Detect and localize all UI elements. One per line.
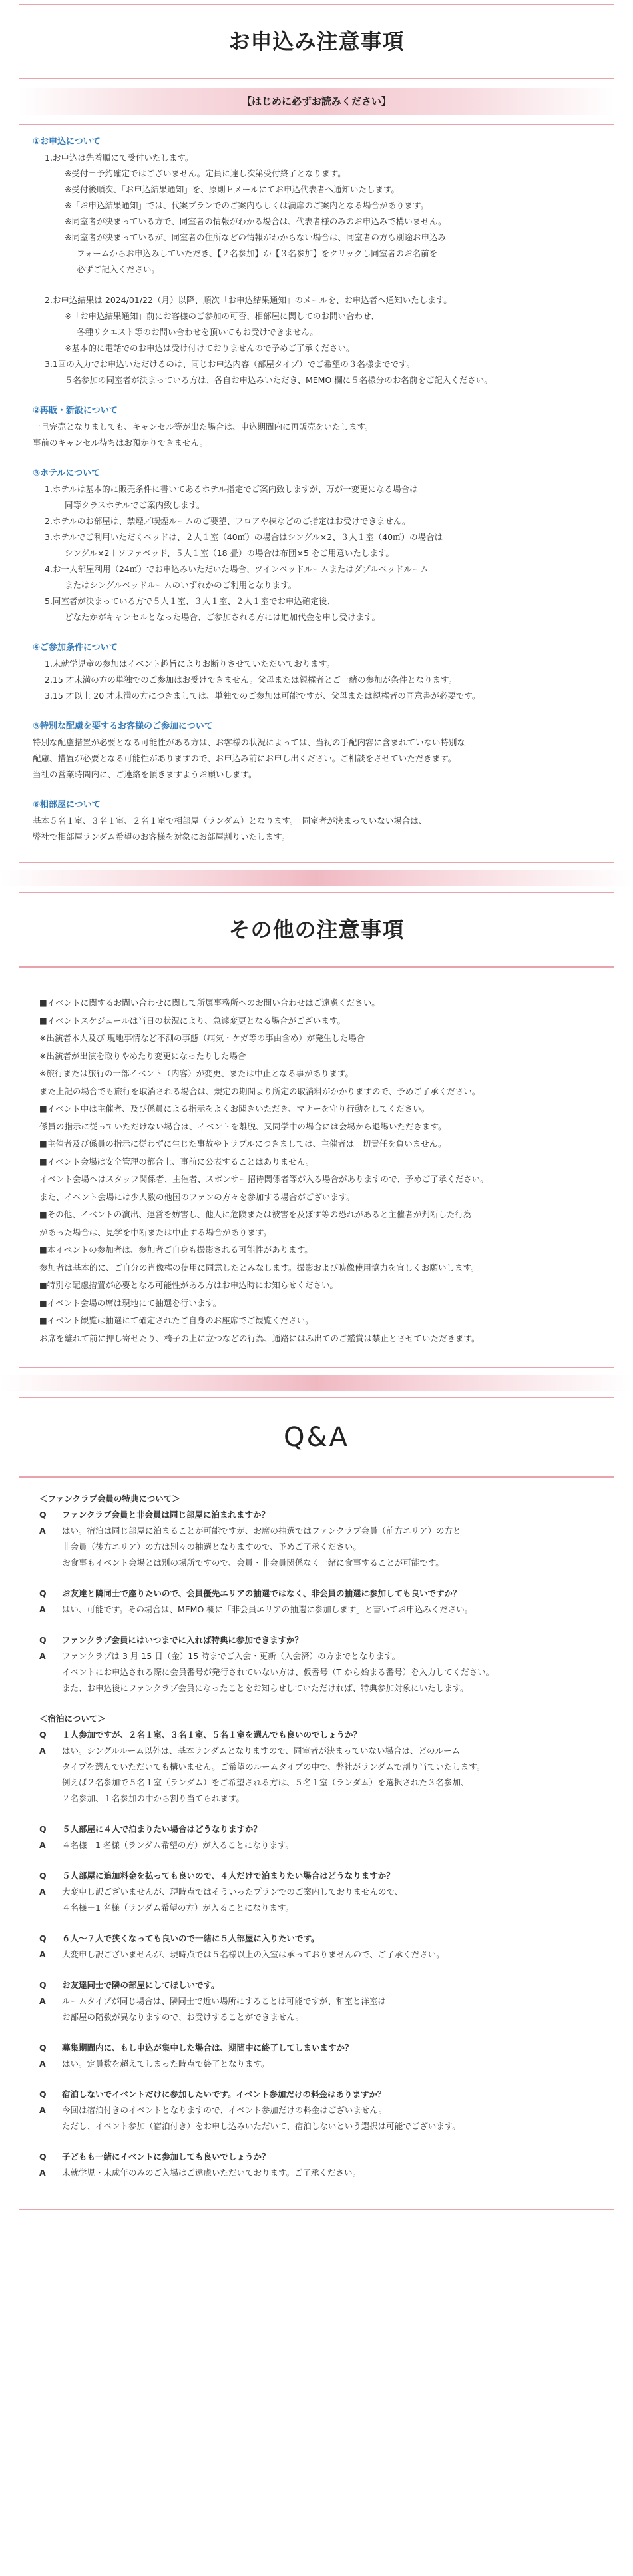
question-row [39,1727,594,1743]
notice-section [33,719,600,783]
answer-line: 例えば２名参加で５名１室（ランダム）をご希望される方は、５名１室（ランダム）を選択された３名参加、 [62,1777,469,1787]
answer-row [39,1648,594,1696]
note-line: 係員の指示に従っていただけない場合は、イベントを離脱、又同学中の場合には会場から退場いただきます。 [39,1121,447,1131]
answer-text [62,1837,594,1853]
note-line: お席を離れて前に押し寄せたり、椅子の上に立つなどの行為、通路にはみ出てのご鑑賞は禁止とさせていただきます。 [39,1333,480,1343]
section-heading: ③ホテルについて [33,468,101,478]
other-title: その他の注意事項 [19,892,614,967]
note-line: ■イベントスケジュールは当日の状況により、急遽変更となる場合がございます。 [39,1015,345,1026]
answer-line: はい。定員数を超えてしまった時点で終了となります。 [62,2059,270,2069]
answer-text [62,1947,594,1963]
qa-item [39,1977,594,2025]
answer-text [62,2165,594,2181]
question-mark: Q [39,1871,47,1881]
answer-mark: A [39,1651,46,1661]
notice-section [33,640,600,704]
note-line: ■イベント会場の席は現地にて抽選を行います。 [39,1297,222,1308]
section-line: ※「お申込結果通知」前にお客様のご参加の可否、相部屋に関してのお問い合わせ、 [65,311,379,321]
answer-text [62,2102,594,2134]
section-line: ※受付＝予約確定ではございません。定員に達し次第受付終了となります。 [65,168,346,178]
question-mark: Q [39,1510,47,1520]
answer-line: はい。シングルルーム以外は、基本ランダムとなりますので、同室者が決まっていない場合は、どのルーム [62,1746,461,1756]
section-line: シングル×2＋ソファベッド、５人１室（18 畳）の場合は布団×5 をご用意いたします。 [65,548,394,558]
answer-row [39,1993,594,2025]
answer-line: お部屋の階数が異なりますので、お受けすることができません。 [62,2012,304,2022]
section-line: 2.ホテルのお部屋は、禁煙／喫煙ルームのご要望、フロアや棟などのご指定はお受けできません。 [45,516,411,526]
divider-bar [0,1375,633,1391]
question-text: ５人部屋に４人で泊まりたい場合はどうなりますか？ [62,1824,262,1834]
note-line: ■特別な配慮措置が必要となる可能性がある方はお申込時にお知らせください。 [39,1280,338,1290]
question-mark: Q [39,1588,47,1598]
question-row [39,1868,594,1884]
note-line: また上記の場合でも旅行を取消される場合は、規定の期間より所定の取消料がかかりますので、予めご了承ください。 [39,1086,481,1096]
note-line: また、イベント会場には少人数の他国のファンの方々を参加する場合がございます。 [39,1191,355,1202]
question-row [39,2149,594,2165]
section-line: 同等クラスホテルでご案内致します。 [65,500,205,510]
note-line: イベント会場へはスタッフ関係者、主催者、スポンサー招待関係者等が入る場合がありますので、予めご了承ください。 [39,1174,489,1184]
section-line: どなたかがキャンセルとなった場合、ご参加される方には追加代金を申し受けます。 [65,612,381,622]
answer-line: タイプを選んでいただいても構いません。ご希望のルームタイプの中で、弊社がランダムで割り当ていたします。 [62,1762,485,1771]
answer-line: ２名参加、１名参加の中から割り当てられます。 [62,1793,245,1803]
answer-row [39,1743,594,1807]
section-line: 1.未就学児童の参加はイベント趣旨によりお断りさせていただいております。 [45,659,335,669]
question-text: 子どもも一緒にイベントに参加しても良いでしょうか？ [62,2152,270,2162]
answer-mark: A [39,1949,46,1959]
answer-line: 大変申し訳ございませんが、現時点ではそういったプランでのご案内しておりませんので、 [62,1887,403,1897]
section-line: またはシングルベッドルームのいずれかのご利用となります。 [65,580,297,590]
qa-item [39,2040,594,2072]
answer-mark: A [39,2105,46,2115]
answer-line: はい、可能です。その場合は、MEMO 欄に「非会員エリアの抽選に参加します」と書いてお申込みください。 [62,1604,473,1614]
other-content [19,967,614,1368]
section-line: 3.ホテルでご利用いただくベッドは、２人１室（40㎡）の場合はシングル×2、３人１室（40㎡）の場合は [45,532,443,542]
qa-title: Q&A [19,1397,614,1477]
qa-item [39,2087,594,2134]
answer-line: お食事もイベント会場とは別の場所ですので、会員・非会員関係なく一緒に食事することが可能です。 [62,1558,444,1568]
spacer [33,278,600,292]
question-mark: Q [39,1933,47,1943]
section-heading: ①お申込について [33,137,101,147]
answer-row [39,2165,594,2181]
note-line: ■その他、イベントの演出、運営を妨害し、他人に危険または被害を及ぼす等の恐れがあると主催者が判断した行為 [39,1209,472,1219]
question-mark: Q [39,1730,47,1740]
section-line: 3.1回の入力でお申込いただけるのは、同じお申込内容（部屋タイプ）でご希望の３名様までです。 [45,359,415,369]
section-line: 弊社で相部屋ランダム希望のお客様を対象にお部屋割りいたします。 [33,832,290,842]
question-mark: Q [39,1980,47,1990]
section-line: 3.15 才以上 20 才未満の方につきましては、単独でのご参加は可能ですが、父母または親権者の同意書が必要です。 [45,691,481,701]
answer-mark: A [39,1604,46,1614]
section-line: ※基本的に電話でのお申込は受け付けておりませんので予めご了承ください。 [65,343,355,353]
question-mark: Q [39,2089,47,2099]
section-line: 基本５名１室、３名１室、２名１室で相部屋（ランダム）となります。 同室者が決まっていない場合は、 [33,816,427,826]
qa-item [39,1821,594,1853]
answer-row [39,1947,594,1963]
question-text: 募集期間内に、もし申込が集中した場合は、期間中に終了してしまいますか？ [62,2043,353,2053]
section-line: 各種リクエスト等のお問い合わせを頂いてもお受けできません。 [77,327,318,337]
answer-text [62,1993,594,2025]
answer-row [39,2056,594,2072]
notice-banner: 【はじめに必ずお読みください】 [19,88,614,115]
question-row [39,1977,594,1993]
note-line: があった場合は、見学を中断または中止する場合があります。 [39,1227,272,1237]
question-row [39,1507,594,1523]
answer-text [62,1884,594,1916]
answer-row [39,1884,594,1916]
section-line: 5.同室者が決まっている方で５人１室、３人１室、２人１室でお申込確定後、 [45,596,335,606]
answer-row [39,1523,594,1571]
answer-line: 未就学児・未成年のみのご入場はご遠慮いただいております。ご了承ください。 [62,2168,361,2178]
answer-mark: A [39,1526,46,1536]
qa-category: ＜ファンクラブ会員の特典について＞ [39,1494,180,1504]
answer-line: イベントにお申込される際に会員番号が発行されていない方は、仮番号（T から始まる番号）を入力してください。 [62,1667,495,1677]
answer-text [62,1523,594,1571]
qa-item [39,2149,594,2181]
answer-line: また、お申込後にファンクラブ会員になったことをお知らせしていただければ、特典参加対象にいたします。 [62,1683,469,1693]
section-line: 当社の営業時間内に、ご連絡を頂きますようお願いします。 [33,769,257,779]
question-mark: Q [39,1635,47,1645]
question-text: ６人～７人で狭くなっても良いので一緒に５人部屋に入りたいです。 [62,1933,319,1943]
section-line: 1.お申込は先着順にて受付いたします。 [45,153,194,162]
qa-item [39,1727,594,1807]
section-line: 2.15 才未満の方の単独でのご参加はお受けできません。父母または親権者とご一緒の参加が条件となります。 [45,675,457,685]
section-line: 事前のキャンセル待ちはお預かりできません。 [33,438,208,448]
answer-line: ４名様＋1 名様（ランダム希望の方）が入ることになります。 [62,1903,294,1913]
section-heading: ⑤特別な配慮を要するお客様のご参加について [33,721,213,731]
section-line: フォームからお申込みしていただき、【２名参加】か【３名参加】をクリックし同室者のお名前を [77,248,438,258]
qa-item [39,1931,594,1963]
question-text: ファンクラブ会員と非会員は同じ部屋に泊まれますか？ [62,1510,270,1520]
question-mark: Q [39,2043,47,2053]
answer-line: ファンクラブは 3 月 15 日（金）15 時までご入会・更新（入会済）の方までとなります。 [62,1651,401,1661]
section-line: ※受付後順次、「お申込結果通知」を、原則Ｅメールにてお申込代表者へ通知いたします。 [65,184,399,194]
answer-row [39,1837,594,1853]
section-line: ※同室者が決まっているが、同室者の住所などの情報がわからない場合は、同室者の方も別途お申込み [65,232,446,242]
section-line: ※「お申込結果通知」では、代案プランでのご案内もしくは満席のご案内となる場合があります。 [65,200,429,210]
section-heading: ④ご参加条件について [33,643,118,653]
section-line: 必ずご記入ください。 [77,264,160,274]
question-text: ファンクラブ会員にはいつまでに入れば特典に参加できますか？ [62,1635,304,1645]
question-text: ５人部屋に追加料金を払っても良いので、４人だけで泊まりたい場合はどうなりますか？ [62,1871,395,1881]
notice-section [33,403,600,451]
note-line: ※出演者本人及び 現地事情など不測の事態（病気・ケガ等の事由含め）が発生した場合 [39,1033,365,1043]
question-text: 宿泊しないでイベントだけに参加したいです。イベント参加だけの料金はありますか？ [62,2089,386,2099]
notice-section [33,134,600,388]
question-row [39,2087,594,2102]
qa-category: ＜宿泊について＞ [39,1714,106,1724]
divider-bar [0,870,633,886]
answer-mark: A [39,1887,46,1897]
section-line: 一旦完売となりましても、キャンセル等が出た場合は、申込期間内に再販売をいたします。 [33,422,373,432]
answer-line: ルームタイプが同じ場合は、隣同士で近い場所にすることは可能ですが、和室と洋室は [62,1996,386,2006]
note-line: ■イベント観覧は抽選にて確定されたご自身のお座席でご観覧ください。 [39,1315,314,1325]
question-row [39,1931,594,1947]
qa-item [39,1586,594,1618]
note-line: 参加者は基本的に、ご自分の肖像権の使用に同意したとみなします。撮影および映像使用協力を宜しくお願いします。 [39,1262,479,1273]
notice-section [33,797,600,845]
section-line: ※同室者が決まっている方で、同室者の情報がわかる場合は、代表者様のみのお申込みで構いません。 [65,216,447,226]
question-mark: Q [39,1824,47,1834]
answer-mark: A [39,2059,46,2069]
answer-line: 今回は宿泊付きのイベントとなりますので、イベント参加だけの料金はございません。 [62,2105,387,2115]
answer-line: ただし、イベント参加（宿泊付き）をお申し込みいただいて、宿泊しないという選択は可能でございます。 [62,2121,461,2131]
note-line: ※出演者が出演を取りやめたり変更になったりした場合 [39,1050,246,1061]
section-line: ５名参加の同室者が決まっている方は、各自お申込みいただき、MEMO 欄に５名様分のお名前をご記入ください。 [65,375,493,385]
note-line: ■イベント会場は安全管理の都合上、事前に公表することはありません。 [39,1156,314,1167]
note-line: ※旅行または旅行の一部イベント（内容）が変更、または中止となる事があります。 [39,1068,353,1078]
answer-mark: A [39,2168,46,2178]
question-row [39,1586,594,1602]
answer-line: はい。宿泊は同じ部屋に泊まることが可能ですが、お席の抽選ではファンクラブ会員（前方エリア）の方と [62,1526,461,1536]
notice-content [19,124,614,863]
section-heading: ⑥相部屋について [33,800,101,810]
answer-text [62,1743,594,1807]
section-line: 4.お一人部屋利用（24㎡）でお申込みいただいた場合、ツインベッドルームまたはダブルベッドルーム [45,564,429,574]
answer-row [39,1602,594,1618]
answer-text [62,2056,594,2072]
answer-text [62,1602,594,1618]
qa-item [39,1632,594,1696]
question-mark: Q [39,2152,47,2162]
section-line: 1.ホテルは基本的に販売条件に書いてあるホテル指定でご案内致しますが、万が一変更になる場合は [45,484,418,494]
answer-text [62,1648,594,1696]
question-row [39,1821,594,1837]
note-line: ■本イベントの参加者は、参加者ご自身も撮影される可能性があります。 [39,1245,313,1255]
question-text: お友達同士で隣の部屋にしてほしいです。 [62,1980,220,1990]
section-line: 特別な配慮措置が必要となる可能性がある方は、お客様の状況によっては、当初の手配内容に含まれていない特別な [33,737,466,747]
answer-line: 大変申し訳ございませんが、現時点では５名様以上の入室は承っておりませんので、ご了承ください。 [62,1949,445,1959]
question-row [39,2040,594,2056]
question-text: １人参加ですが、２名１室、３名１室、５名１室を選んでも良いのでしょうか？ [62,1730,362,1740]
answer-mark: A [39,1840,46,1850]
answer-mark: A [39,1746,46,1756]
qa-content [19,1477,614,2210]
note-line: ■主催者及び係員の指示に従わずに生じた事故やトラブルにつきましては、主催者は一切責任を負いません。 [39,1139,447,1149]
section-line: 配慮、措置が必要となる可能性がありますので、お申込み前にお申し出ください。ご相談をさせていただきます。 [33,753,457,763]
notice-section [33,466,600,625]
answer-line: ４名様＋1 名様（ランダム希望の方）が入ることになります。 [62,1840,294,1850]
answer-line: 非会員（後方エリア）の方は別々の抽選となりますので、予めご了承ください。 [62,1542,361,1552]
question-row [39,1632,594,1648]
section-heading: ②再販・新設について [33,406,118,416]
answer-mark: A [39,1996,46,2006]
section-line: 2.お申込結果は 2024/01/22（月）以降、順次「お申込結果通知」のメールを、お申込者へ通知いたします。 [45,295,452,305]
notice-title: お申込み注意事項 [19,4,614,79]
answer-row [39,2102,594,2134]
question-text: お友達と隣同士で座りたいので、会員優先エリアの抽選ではなく、非会員の抽選に参加しても良いですか？ [62,1588,461,1598]
note-line: ■イベント中は主催者、及び係員による指示をよくお聞きいただき、マナーを守り行動をしてください。 [39,1104,430,1114]
qa-item [39,1868,594,1916]
note-line: ■イベントに関するお問い合わせに関して所属事務所へのお問い合わせはご遠慮ください。 [39,998,380,1008]
qa-item [39,1507,594,1571]
